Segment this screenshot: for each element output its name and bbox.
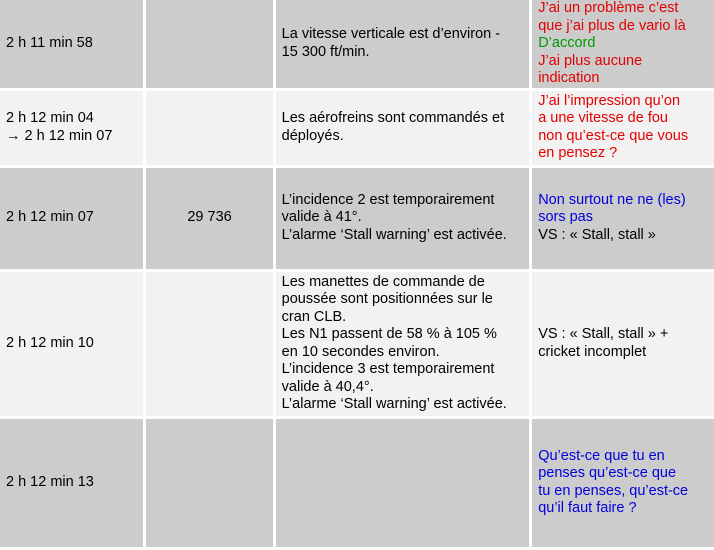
comment-cell xyxy=(532,168,714,269)
altitude-cell xyxy=(146,91,272,165)
comment-line: J’ai plus aucune xyxy=(538,52,643,69)
comment-line: que j’ai plus de vario là xyxy=(538,17,686,34)
comment-line: sors pas xyxy=(538,209,593,226)
time-cell xyxy=(0,0,143,88)
event-line: Les manettes de commande de xyxy=(281,273,485,290)
event-cell xyxy=(276,0,530,88)
comment-line: indication xyxy=(538,70,600,86)
event-line: valide à 40,4°. xyxy=(281,378,374,395)
event-cell xyxy=(276,168,530,269)
time-line: 2 h 12 min 04 xyxy=(6,110,94,126)
comment-line: J’ai un problème c’est xyxy=(538,0,679,16)
time-line: 2 h 12 min 07 xyxy=(6,209,94,226)
event-cell xyxy=(276,272,530,416)
time-line: → 2 h 12 min 07 xyxy=(6,127,113,144)
event-line: La vitesse verticale est d’environ - xyxy=(281,26,501,43)
event-line: L’incidence 3 est temporairement xyxy=(281,361,495,377)
comment-line: VS : « Stall, stall » xyxy=(538,226,656,243)
time-cell xyxy=(0,419,143,547)
time-line: 2 h 12 min 10 xyxy=(6,334,94,351)
time-line: 2 h 12 min 13 xyxy=(6,473,94,490)
time-cell xyxy=(0,168,143,269)
event-line: déployés. xyxy=(281,127,344,144)
altitude-cell xyxy=(146,272,272,416)
event-line: poussée sont positionnées sur le xyxy=(281,291,493,307)
altitude-cell xyxy=(146,419,272,547)
event-cell xyxy=(276,91,530,165)
time-cell xyxy=(0,91,143,165)
table-row xyxy=(0,419,714,547)
comment-line: non qu’est-ce que vous xyxy=(538,127,689,144)
comment-line: en pensez ? xyxy=(538,145,618,161)
comment-line: qu’il faut faire ? xyxy=(538,500,637,516)
comment-cell xyxy=(532,419,714,547)
comment-line: J’ai l’impression qu’on xyxy=(538,92,681,109)
altitude-cell xyxy=(146,0,272,88)
event-line: L’alarme ‘Stall warning’ est activée. xyxy=(281,396,507,412)
comment-line: Qu’est-ce que tu en xyxy=(538,447,665,464)
comment-line: penses qu’est-ce que xyxy=(538,465,677,481)
event-cell xyxy=(276,419,530,547)
comment-line: D’accord xyxy=(538,35,596,51)
table-row xyxy=(0,168,714,269)
event-line: cran CLB. xyxy=(281,308,347,325)
time-line: 2 h 11 min 58 xyxy=(6,35,93,51)
event-line: Les aérofreins sont commandés et xyxy=(281,110,505,126)
time-cell xyxy=(0,272,143,416)
comment-line: a une vitesse de fou xyxy=(538,110,668,126)
comment-line: Non surtout ne ne (les) xyxy=(538,191,686,208)
comment-line: tu en penses, qu’est-ce xyxy=(538,482,689,499)
table-row xyxy=(0,91,714,165)
comment-cell xyxy=(532,272,714,416)
comment-line: cricket incomplet xyxy=(538,343,647,360)
table-row xyxy=(0,272,714,416)
event-line: en 10 secondes environ. xyxy=(281,343,440,360)
event-line: valide à 41°. xyxy=(281,209,362,226)
comment-cell xyxy=(532,0,714,88)
event-line: 15 300 ft/min. xyxy=(281,43,370,60)
comment-cell xyxy=(532,91,714,165)
event-line: L’incidence 2 est temporairement xyxy=(281,191,495,208)
table-row xyxy=(0,0,714,88)
event-line: Les N1 passent de 58 % à 105 % xyxy=(281,326,497,342)
comment-line: VS : « Stall, stall » + xyxy=(538,326,669,342)
altitude-cell: 29 736 xyxy=(146,168,272,269)
event-line: L’alarme ‘Stall warning’ est activée. xyxy=(281,226,507,243)
